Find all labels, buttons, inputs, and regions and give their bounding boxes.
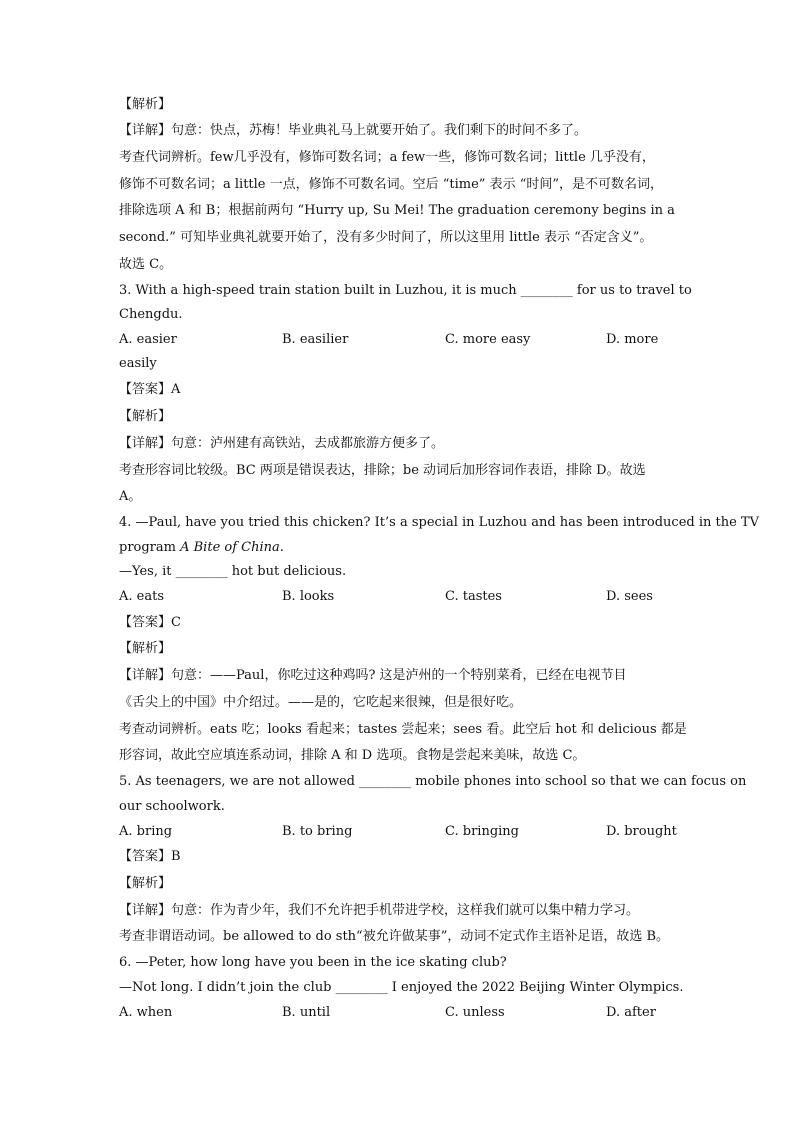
q4-detail: 【详解】句意：——Paul，你吃过这种鸡吗? 这是泸州的一个特别菜肴，已经在电视节目 [119, 668, 627, 684]
q5-analysis-row [119, 924, 679, 951]
q4-analysis-line: 考查动词辨析。eats 吃；looks 看起来；tastes 尝起来；sees 看。此空后 hot 和 delicious 都是 [119, 721, 687, 737]
q4-program-title: A Bite of China [180, 539, 280, 555]
q5-option-c: C. bringing [445, 823, 519, 839]
q6-option-b: B. until [282, 1004, 331, 1020]
q2-analysis-line: second.” 可知毕业典礼就要开始了，没有多少时间了，所以这里用 little 表示 “否定含义”。 [119, 230, 653, 246]
q4-stem-row [119, 535, 679, 560]
q3-analysis-line: 考查形容词比较级。BC 两项是错误表达，排除；be 动词后加形容词作表语，排除 D。故选 [119, 462, 646, 478]
q2-analysis-line: 故选 C。 [119, 256, 173, 272]
q2-analysis-row [119, 252, 679, 279]
q5-option-b: B. to bring [282, 823, 353, 839]
q2-jiexi: 【解析】 [119, 97, 172, 113]
q5-stem-row [119, 770, 747, 795]
q3-jiexi-row [119, 404, 679, 431]
q3-stem-row [119, 278, 692, 303]
q3-analysis-row [119, 457, 679, 484]
q6-option-c: C. unless [445, 1004, 505, 1020]
q4-stem: —Yes, it ________ hot but delicious. [119, 564, 347, 580]
q4-analysis-line: 形容词，故此空应填连系动词，排除 A 和 D 选项。食物是尝起来美味，故选 C。 [119, 748, 586, 764]
q4-detail-row [119, 690, 679, 717]
q6-options [119, 1000, 679, 1025]
q2-analysis-line: 考查代词辨析。few几乎没有，修饰可数名词；a few一些，修饰可数名词；little 几乎没有， [119, 149, 655, 165]
q4-analysis-row [119, 743, 679, 770]
q3-option-c: C. more easy [445, 332, 531, 348]
q5-stem-row [119, 794, 679, 819]
q3-detail-row [119, 430, 679, 457]
q5-jiexi: 【解析】 [119, 875, 172, 891]
q6-stem: 6. —Peter, how long have you been in the ice skating club? [119, 955, 507, 971]
q3-option-a: A. easier [119, 332, 177, 348]
q4-stem-row [119, 560, 679, 585]
q5-answer: 【答案】B [119, 849, 181, 865]
q6-stem-row [119, 975, 684, 1000]
q5-stem: 5. As teenagers, we are not allowed ________ mobile phones into school so that we can focus on [119, 774, 747, 790]
q4-option-b: B. looks [282, 589, 335, 605]
q3-jiexi: 【解析】 [119, 408, 172, 424]
q4-answer: 【答案】C [119, 614, 181, 630]
q3-option-d: D. more [606, 332, 659, 348]
q6-option-d: D. after [606, 1004, 656, 1020]
q2-detail: 【详解】句意：快点，苏梅！毕业典礼马上就要开始了。我们剩下的时间不多了。 [119, 122, 588, 138]
q2-analysis-line: 排除选项 A 和 B；根据前两句 “Hurry up, Su Mei! The graduation ceremony begins in a [119, 203, 675, 219]
q2-analysis-row [119, 198, 679, 225]
q5-stem: our schoolwork. [119, 798, 225, 814]
q5-option-d: D. brought [606, 823, 677, 839]
q4-stem: 4. —Paul, have you tried this chicken? It’s a special in Luzhou and has been introduced in the TV [119, 515, 759, 531]
document-content [119, 93, 759, 1025]
q4-jiexi-row [119, 636, 679, 663]
q4-stem-program-prefix: program [119, 539, 181, 555]
q5-answer-row [119, 844, 679, 871]
q6-option-a: A. when [119, 1004, 173, 1020]
q3-analysis-line: A。 [119, 489, 142, 505]
q3-answer: 【答案】A [119, 382, 181, 398]
q4-option-c: C. tastes [445, 589, 502, 605]
q3-stem: 3. With a high-speed train station built in Luzhou, it is much ________ for us to travel to [119, 282, 692, 298]
q2-analysis-line: 修饰不可数名词；a little 一点，修饰不可数名词。空后 “time” 表示 “时间”，是不可数名词， [119, 176, 664, 192]
q5-option-a: A. bring [119, 823, 173, 839]
q5-analysis: 考查非谓语动词。be allowed to do sth“被允许做某事”，动词不定式作主语补足语，故选 B。 [119, 929, 670, 945]
q4-jiexi: 【解析】 [119, 641, 172, 657]
q5-detail-row [119, 897, 679, 924]
q2-detail-row [119, 118, 679, 145]
q2-analysis-row [119, 144, 679, 171]
q3-options [119, 328, 679, 353]
q4-stem-program [119, 540, 284, 556]
q4-option-d: D. sees [606, 589, 653, 605]
q6-stem: —Not long. I didn’t join the club ________ I enjoyed the 2022 Beijing Winter Olympics. [119, 979, 684, 995]
q6-stem-row [119, 951, 679, 976]
q4-option-a: A. eats [119, 589, 164, 605]
q4-stem-program-suffix: . [279, 539, 284, 555]
q3-option-wrap-row [119, 352, 679, 377]
q5-jiexi-row [119, 870, 679, 897]
q5-options [119, 819, 679, 844]
q3-detail: 【详解】句意：泸州建有高铁站，去成都旅游方便多了。 [119, 435, 445, 451]
q4-detail: 《舌尖上的中国》中介绍过。——是的，它吃起来很辣，但是很好吃。 [119, 694, 523, 710]
q4-detail-row [119, 663, 679, 690]
q2-analysis-row [119, 225, 679, 252]
q2-analysis-row [119, 171, 679, 198]
q3-option-d-wrap: easily [119, 356, 157, 372]
q4-stem-row [119, 511, 759, 536]
q5-detail: 【详解】句意：作为青少年，我们不允许把手机带进学校，这样我们就可以集中精力学习。 [119, 902, 640, 918]
q4-analysis-row [119, 716, 687, 743]
q3-option-b: B. easilier [282, 332, 349, 348]
q4-answer-row [119, 609, 679, 636]
q2-jiexi-row [119, 93, 679, 118]
q4-options [119, 585, 679, 610]
q3-answer-row [119, 377, 679, 404]
q3-stem: Chengdu. [119, 307, 183, 323]
q3-analysis-row [119, 484, 679, 511]
q3-stem-row [119, 303, 679, 328]
